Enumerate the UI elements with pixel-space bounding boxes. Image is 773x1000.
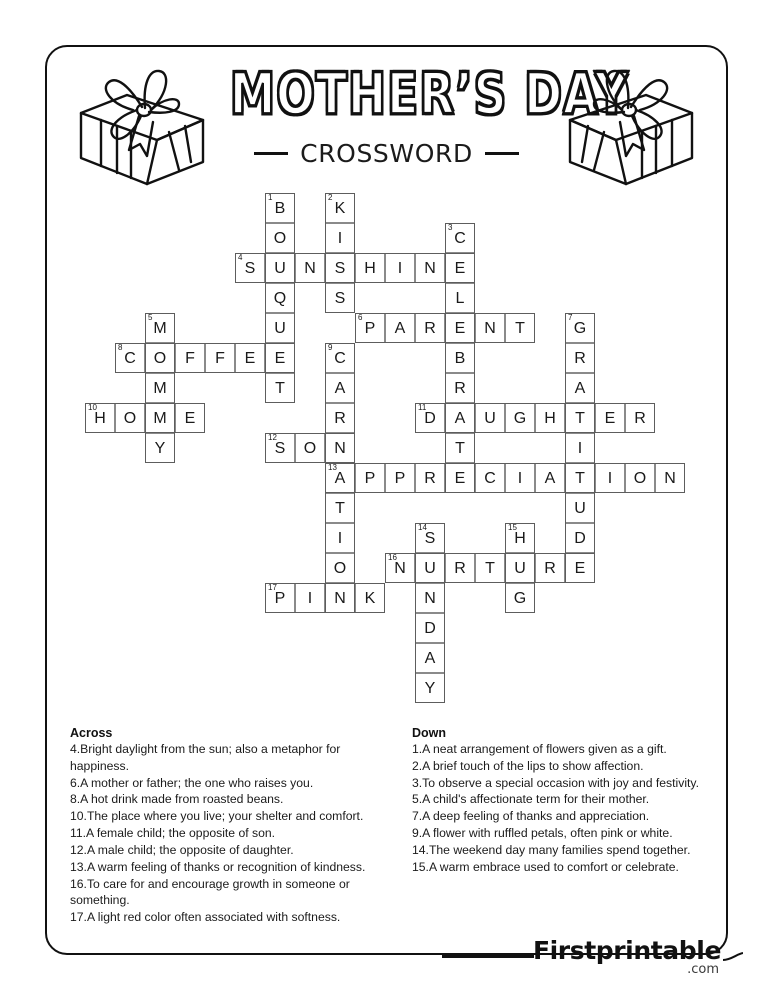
grid-cell[interactable] [115, 343, 145, 373]
clue-down-item: 1.A neat arrangement of flowers given as a gift. [412, 742, 667, 756]
cell-letter: I [517, 470, 523, 487]
cell-letter: N [424, 260, 436, 277]
cell-letter: T [515, 320, 525, 337]
cell-letter: S [424, 530, 436, 547]
cell-letter: K [334, 200, 346, 217]
grid-cell[interactable] [445, 313, 475, 343]
grid-cell[interactable] [445, 253, 475, 283]
grid-cell[interactable] [385, 313, 415, 343]
grid-cell[interactable] [205, 343, 235, 373]
cell-number: 3 [448, 223, 453, 232]
cell-letter: D [424, 410, 436, 427]
grid-cell[interactable] [265, 313, 295, 343]
clue-down-item: 7.A deep feeling of thanks and appreciation. [412, 809, 650, 824]
grid-cell[interactable] [595, 463, 625, 493]
cell-number: 9 [328, 343, 333, 352]
grid-cell[interactable] [475, 553, 505, 583]
grid-cell[interactable] [325, 343, 355, 373]
grid-cell[interactable] [565, 403, 595, 433]
grid-cell[interactable] [625, 463, 655, 493]
cell-letter: N [394, 560, 406, 577]
cell-letter: A [424, 650, 436, 667]
clues-across-column [70, 726, 390, 926]
cell-letter: A [334, 470, 346, 487]
cell-letter: D [424, 620, 436, 637]
grid-cell[interactable] [175, 403, 205, 433]
grid-cell[interactable] [325, 373, 355, 403]
grid-cell[interactable] [265, 373, 295, 403]
clues-down-heading: Down [412, 726, 447, 740]
cell-letter: S [334, 290, 346, 307]
clue-across-item: 4.Bright daylight from the sun; also a metaphor for happiness. [70, 742, 341, 773]
cell-letter: H [364, 260, 376, 277]
cell-letter: S [274, 440, 286, 457]
grid-cell[interactable] [415, 523, 445, 553]
page-title: MOTHER’S DAY [229, 61, 629, 129]
cell-letter: S [244, 260, 256, 277]
cell-letter: S [334, 260, 346, 277]
grid-cell[interactable] [145, 403, 175, 433]
grid-cell[interactable] [235, 343, 265, 373]
clue-across-item: 12.A male child; the opposite of daughter. [70, 842, 294, 857]
cell-letter: A [454, 410, 466, 427]
cell-letter: E [454, 320, 466, 337]
grid-cell[interactable] [325, 583, 355, 613]
cell-letter: O [633, 470, 647, 487]
grid-cell[interactable] [385, 553, 415, 583]
grid-cell[interactable] [325, 433, 355, 463]
grid-cell[interactable] [265, 283, 295, 313]
cell-letter: H [94, 410, 106, 427]
cell-letter: U [274, 320, 286, 337]
grid-cell[interactable] [145, 313, 175, 343]
grid-cell[interactable] [595, 403, 625, 433]
grid-cell[interactable] [475, 403, 505, 433]
cell-letter: E [454, 470, 466, 487]
grid-cell[interactable] [535, 463, 565, 493]
cell-number: 17 [268, 583, 277, 592]
grid-cell[interactable] [325, 523, 355, 553]
cell-letter: D [574, 530, 586, 547]
cell-letter: Y [424, 680, 436, 697]
cell-letter: I [607, 470, 613, 487]
grid-cell[interactable] [385, 253, 415, 283]
cell-letter: N [484, 320, 496, 337]
grid-cell[interactable] [295, 583, 325, 613]
grid-cell[interactable] [325, 553, 355, 583]
cell-number: 6 [358, 313, 363, 322]
cell-letter: N [304, 260, 316, 277]
cell-letter: F [185, 350, 195, 367]
cell-letter: B [454, 350, 466, 367]
clue-across-item: 10.The place where you live; your shelter and comfort. [70, 809, 364, 824]
cell-letter: M [153, 380, 167, 397]
cell-number: 5 [148, 313, 153, 322]
cell-letter: C [484, 470, 496, 487]
cell-number: 13 [328, 463, 337, 472]
clue-down-item: 5.A child's affectionate term for their mother. [412, 792, 650, 807]
grid-cell[interactable] [445, 433, 475, 463]
cell-letter: C [334, 350, 346, 367]
cell-letter: K [364, 590, 376, 607]
grid-cell[interactable] [625, 403, 655, 433]
cell-letter: O [333, 560, 347, 577]
cell-letter: I [397, 260, 403, 277]
cell-letter: A [574, 380, 586, 397]
brand-name: Firstprintable [532, 936, 721, 965]
cell-letter: E [574, 560, 586, 577]
cell-letter: R [334, 410, 346, 427]
grid-cell[interactable] [505, 463, 535, 493]
cell-letter: T [455, 440, 465, 457]
grid-cell[interactable] [355, 583, 385, 613]
grid-cell[interactable] [445, 283, 475, 313]
cell-letter: E [454, 260, 466, 277]
cell-letter: O [273, 230, 287, 247]
clues-down-column [412, 726, 712, 876]
grid-cell[interactable] [385, 463, 415, 493]
cell-letter: T [485, 560, 495, 577]
cell-number: 11 [418, 403, 427, 412]
cell-letter: M [153, 320, 167, 337]
cell-number: 4 [238, 253, 243, 262]
cell-letter: N [334, 440, 346, 457]
grid-cell[interactable] [355, 313, 385, 343]
page-footer [0, 938, 773, 990]
cell-letter: B [274, 200, 286, 217]
cell-letter: P [394, 470, 406, 487]
cell-letter: O [303, 440, 317, 457]
clue-across-item: 13.A warm feeling of thanks or recognition of kindness. [70, 859, 366, 874]
cell-letter: G [513, 590, 527, 607]
cell-letter: U [424, 560, 436, 577]
grid-cell[interactable] [325, 283, 355, 313]
grid-cell[interactable] [415, 463, 445, 493]
cell-letter: R [634, 410, 646, 427]
cell-letter: I [307, 590, 313, 607]
grid-cell[interactable] [325, 463, 355, 493]
grid-cell[interactable] [565, 373, 595, 403]
cell-letter: H [514, 530, 526, 547]
grid-cell[interactable] [415, 553, 445, 583]
cell-letter: C [454, 230, 466, 247]
cell-letter: R [424, 320, 436, 337]
grid-cell[interactable] [265, 583, 295, 613]
cell-letter: C [124, 350, 136, 367]
clues-across-heading: Across [70, 726, 113, 740]
cell-number: 10 [88, 403, 97, 412]
grid-cell[interactable] [415, 673, 445, 703]
cell-number: 1 [268, 193, 273, 202]
cell-letter: O [123, 410, 137, 427]
grid-cell[interactable] [475, 313, 505, 343]
cell-letter: N [424, 590, 436, 607]
cell-letter: E [604, 410, 616, 427]
cell-letter: T [275, 380, 285, 397]
cell-letter: P [364, 320, 376, 337]
cell-letter: I [337, 230, 343, 247]
cell-letter: E [274, 350, 286, 367]
grid-cell[interactable] [115, 403, 145, 433]
cell-letter: R [574, 350, 586, 367]
grid-cell[interactable] [175, 343, 205, 373]
cell-letter: H [544, 410, 556, 427]
grid-cell[interactable] [295, 253, 325, 283]
grid-cell[interactable] [145, 433, 175, 463]
cell-letter: N [334, 590, 346, 607]
cell-letter: O [153, 350, 167, 367]
clue-across-item: 6.A mother or father; the one who raises you. [70, 775, 314, 790]
grid-cell[interactable] [505, 403, 535, 433]
cell-letter: U [274, 260, 286, 277]
grid-cell[interactable] [325, 403, 355, 433]
grid-cell[interactable] [505, 553, 535, 583]
grid-cell[interactable] [265, 193, 295, 223]
grid-cell[interactable] [445, 343, 475, 373]
cell-letter: A [394, 320, 406, 337]
cell-number: 15 [508, 523, 517, 532]
cell-number: 8 [118, 343, 123, 352]
grid-cell[interactable] [295, 433, 325, 463]
grid-cell[interactable] [445, 553, 475, 583]
cell-number: 14 [418, 523, 427, 532]
grid-cell[interactable] [655, 463, 685, 493]
grid-cell[interactable] [415, 253, 445, 283]
cell-letter: R [454, 380, 466, 397]
grid-cell[interactable] [445, 223, 475, 253]
cell-letter: P [274, 590, 286, 607]
cell-letter: E [244, 350, 256, 367]
grid-cell[interactable] [145, 343, 175, 373]
cell-letter: T [575, 470, 585, 487]
clues-across-list [70, 741, 390, 926]
cell-letter: U [514, 560, 526, 577]
cell-number: 12 [268, 433, 277, 442]
cell-letter: R [544, 560, 556, 577]
grid-cell[interactable] [265, 253, 295, 283]
clue-down-item: 15.A warm embrace used to comfort or celebrate. [412, 859, 679, 874]
grid-cell[interactable] [325, 493, 355, 523]
clue-down-item: 2.A brief touch of the lips to show affection. [412, 758, 644, 773]
grid-cell[interactable] [445, 373, 475, 403]
cell-letter: R [424, 470, 436, 487]
grid-cell[interactable] [505, 523, 535, 553]
clue-across-item: 11.A female child; the opposite of son. [70, 826, 276, 841]
cell-number: 7 [568, 313, 573, 322]
clue-across-item: 17.A light red color often associated with softness. [70, 910, 341, 925]
cell-letter: I [337, 530, 343, 547]
cell-letter: R [454, 560, 466, 577]
cell-letter: A [334, 380, 346, 397]
brand-tld: .com [687, 962, 719, 978]
grid-cell[interactable] [415, 583, 445, 613]
grid-cell[interactable] [535, 553, 565, 583]
grid-cell[interactable] [475, 463, 505, 493]
cell-letter: G [573, 320, 587, 337]
cell-letter: U [484, 410, 496, 427]
clue-down-item: 9.A flower with ruffled petals, often pink or white. [412, 826, 673, 841]
clue-down-item: 14.The weekend day many families spend together. [412, 842, 691, 857]
cell-letter: N [664, 470, 676, 487]
grid-cell[interactable] [355, 253, 385, 283]
cell-letter: G [513, 410, 527, 427]
grid-cell[interactable] [325, 253, 355, 283]
cell-letter: Y [154, 440, 166, 457]
grid-cell[interactable] [415, 613, 445, 643]
grid-cell[interactable] [565, 343, 595, 373]
cell-letter: E [184, 410, 196, 427]
cell-letter: P [364, 470, 376, 487]
grid-cell[interactable] [505, 583, 535, 613]
grid-cell[interactable] [445, 463, 475, 493]
grid-cell[interactable] [565, 553, 595, 583]
grid-cell[interactable] [415, 313, 445, 343]
grid-cell[interactable] [505, 313, 535, 343]
grid-cell[interactable] [565, 313, 595, 343]
footer-rule [442, 955, 534, 958]
cell-letter: T [575, 410, 585, 427]
grid-cell[interactable] [265, 343, 295, 373]
grid-cell[interactable] [355, 463, 385, 493]
cell-letter: U [574, 500, 586, 517]
grid-cell[interactable] [325, 223, 355, 253]
grid-cell[interactable] [535, 403, 565, 433]
grid-cell[interactable] [265, 433, 295, 463]
cell-number: 2 [328, 193, 333, 202]
cell-letter: T [335, 500, 345, 517]
cell-letter: A [544, 470, 556, 487]
grid-cell[interactable] [265, 223, 295, 253]
clues-down-list [412, 741, 712, 876]
grid-cell[interactable] [445, 403, 475, 433]
cell-letter: I [577, 440, 583, 457]
grid-cell[interactable] [565, 433, 595, 463]
grid-cell[interactable] [415, 643, 445, 673]
grid-cell[interactable] [565, 493, 595, 523]
cell-letter: L [455, 290, 465, 307]
clue-across-item: 16.To care for and encourage growth in someone or something. [70, 876, 350, 908]
cell-number: 16 [388, 553, 397, 562]
cell-letter: M [153, 410, 167, 427]
grid-cell[interactable] [415, 403, 445, 433]
cell-letter: F [215, 350, 225, 367]
clue-down-item: 3.To observe a special occasion with joy and festivity. [412, 775, 699, 790]
clue-across-item: 8.A hot drink made from roasted beans. [70, 792, 284, 807]
cell-letter: Q [273, 290, 287, 307]
grid-cell[interactable] [145, 373, 175, 403]
grid-cell[interactable] [565, 523, 595, 553]
grid-cell[interactable] [565, 463, 595, 493]
grid-cell[interactable] [235, 253, 265, 283]
page-subtitle: CROSSWORD [300, 139, 473, 168]
brand-logo[interactable] [533, 938, 721, 977]
swoosh-icon [723, 952, 743, 962]
grid-cell[interactable] [85, 403, 115, 433]
grid-cell[interactable] [325, 193, 355, 223]
